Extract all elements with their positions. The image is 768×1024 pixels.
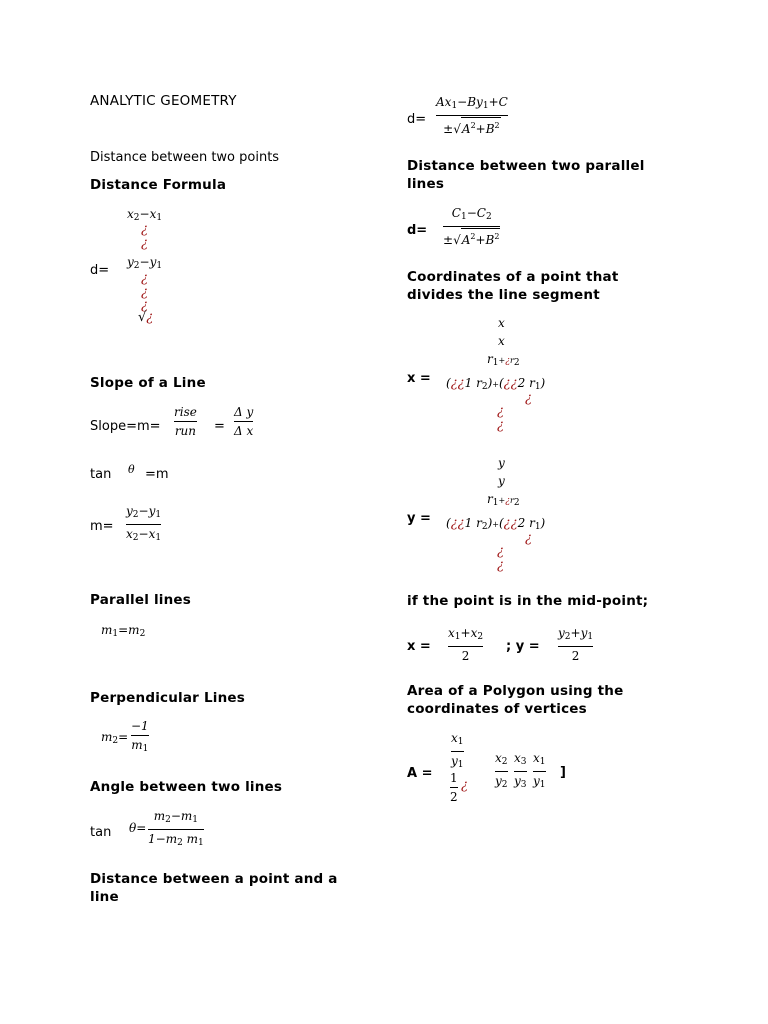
perpendicular-lines-heading: Perpendicular Lines	[90, 690, 245, 706]
broken-glyph: ¿	[525, 531, 532, 546]
area-label: A =	[407, 766, 433, 781]
midpoint-heading: if the point is in the mid-point;	[407, 593, 649, 609]
broken-glyph: ¿	[141, 222, 148, 237]
perp-m2: $m_2=$	[101, 730, 129, 746]
broken-glyph: ¿	[141, 298, 148, 313]
broken-glyph: ¿	[525, 391, 532, 406]
broken-glyph: ¿	[497, 404, 504, 419]
distance-intro: Distance between two points	[90, 150, 280, 165]
parallel-lines-heading: Parallel lines	[90, 592, 192, 608]
area-x1-y1: $x_1$ $y_1$	[451, 731, 464, 770]
mid-y-fraction: $y_2+y_1$ 2	[558, 626, 594, 663]
theta-symbol: θ	[128, 463, 135, 476]
mid-y-label: ; y =	[506, 639, 540, 654]
mid-x-label: x =	[407, 639, 431, 654]
divides-heading: Coordinates of a point that divides the line segment	[407, 269, 619, 303]
broken-glyph: ¿	[461, 778, 468, 793]
delta-x: Δ x	[234, 424, 254, 438]
angle-heading: Angle between two lines	[90, 779, 283, 795]
r-term: $r_1+¿r_2$	[487, 352, 520, 368]
point-line-fraction: $Ax_1-By_1+C$ $\pm√A^2+B^2$	[436, 95, 508, 136]
tan-equals-m: =m	[145, 467, 169, 482]
distance-label: d=	[90, 263, 110, 278]
rise-over-run	[174, 404, 197, 439]
area-x1-y1-repeat: $x_1$ $y_1$	[533, 751, 546, 790]
area-x3-y3: $x_3$ $y_3$	[514, 751, 527, 790]
slope-two-points: $y_2-y_1$ $x_2-x_1$	[126, 504, 162, 543]
y-numerator: (¿¿1 $r_2)+(¿¿2$ $r_1$)	[446, 516, 546, 532]
parallel-distance-heading: Distance between two parallel lines	[407, 158, 645, 192]
area-half: 1 2	[450, 771, 458, 804]
broken-glyph: ¿	[141, 236, 148, 251]
perp-numerator: −1	[131, 719, 149, 733]
point-line-heading: Distance between a point and a line	[90, 871, 338, 905]
divide-y-label: y =	[407, 511, 431, 526]
slope-equals: =	[214, 419, 225, 434]
parallel-condition: $m_1=m_2$	[101, 623, 146, 639]
point-line-d-label: d=	[407, 112, 427, 127]
parallel-distance-fraction: $C_1-C_2$ $\pm√A^2+B^2$	[443, 206, 500, 247]
broken-glyph: ¿	[497, 558, 504, 573]
delta-fraction	[234, 404, 253, 439]
x-var: x	[498, 334, 505, 348]
x-numerator: (¿¿1 $r_2)+(¿¿2$ $r_1$)	[446, 376, 546, 392]
area-heading: Area of a Polygon using the coordinates of vertices	[407, 683, 624, 717]
distance-formula-heading: Distance Formula	[90, 177, 227, 193]
slope-label: Slope=m=	[90, 419, 161, 434]
angle-fraction: $m_2-m_1$ $1-m_2$ $m_1$	[148, 809, 204, 848]
distance-y-term: $y_2-y_1$	[127, 255, 163, 271]
r-term: $r_1+¿r_2$	[487, 492, 520, 508]
y-var: y	[498, 456, 505, 470]
area-x2-y2: $x_2$ $y_2$	[495, 751, 508, 790]
mid-x-fraction: $x_1+x_2$ 2	[448, 626, 484, 663]
distance-x-term: $x_2-x_1$	[127, 207, 163, 223]
y-var: y	[498, 474, 505, 488]
broken-glyph: ¿	[497, 544, 504, 559]
x-var: x	[498, 316, 505, 330]
slope-heading: Slope of a Line	[90, 375, 206, 391]
angle-theta: θ=	[129, 821, 147, 835]
document-title: ANALYTIC GEOMETRY	[90, 93, 237, 109]
rise: rise	[174, 405, 197, 419]
m-label: m=	[90, 519, 114, 534]
angle-tan-label: tan	[90, 825, 112, 840]
broken-glyph: ¿	[146, 310, 154, 325]
broken-glyph: ¿	[141, 285, 148, 300]
delta-y: Δ y	[234, 405, 254, 419]
tan-label: tan	[90, 467, 112, 482]
run: run	[174, 424, 197, 438]
area-bracket: ]	[560, 765, 566, 780]
perp-fraction: −1 $m_1$	[131, 719, 149, 754]
broken-glyph: ¿	[497, 418, 504, 433]
parallel-d-label: d=	[407, 223, 428, 238]
broken-glyph: ¿	[141, 271, 148, 286]
divide-x-label: x =	[407, 371, 431, 386]
sqrt-symbol: √¿	[138, 310, 154, 325]
